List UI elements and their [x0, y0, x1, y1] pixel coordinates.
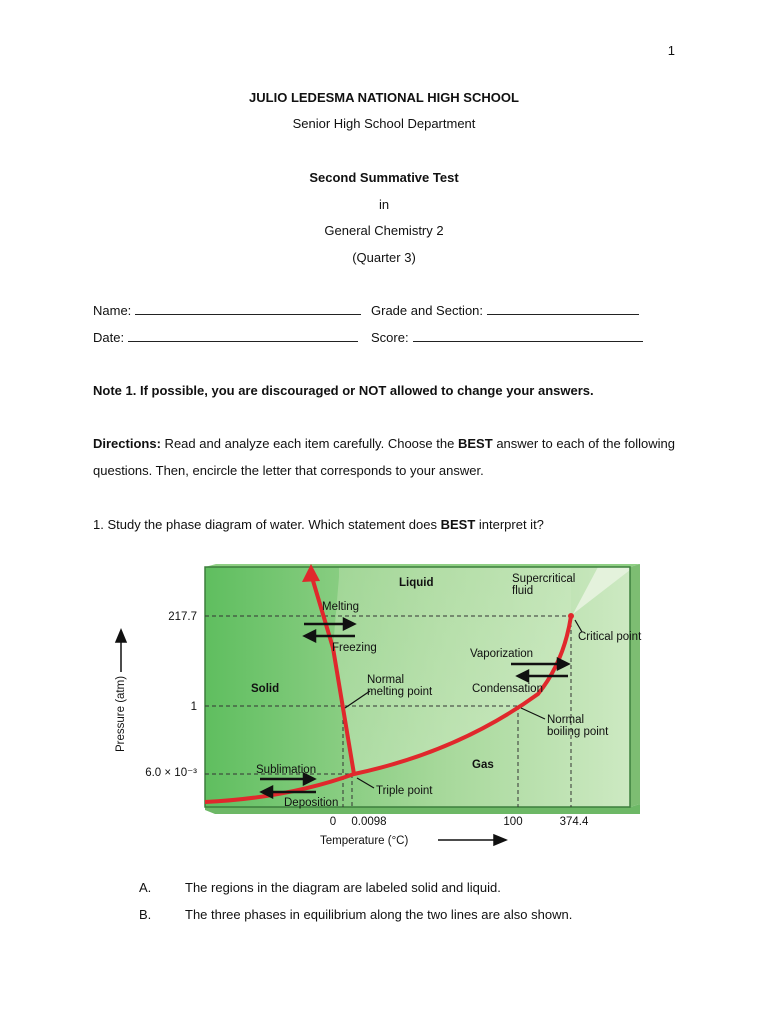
x-tick-2: 100 [503, 816, 523, 828]
label-supercritical-2: fluid [512, 585, 534, 597]
label-sublimation: Sublimation [256, 764, 317, 776]
score-row [371, 330, 643, 345]
page-number: 1 [667, 43, 675, 58]
label-condensation: Condensation [472, 683, 543, 695]
label-liquid: Liquid [399, 577, 434, 589]
note: Note 1. If possible, you are discouraged or NOT allowed to change your answers. [93, 383, 594, 398]
question-1 [93, 517, 544, 532]
name-row [93, 303, 361, 318]
name-blank[interactable] [135, 303, 361, 315]
name-label: Name: [93, 303, 132, 318]
y-axis-arrowhead [116, 630, 126, 642]
y-tick-2: 6.0 × 10⁻³ [145, 767, 197, 779]
x-tick-1: 0.0098 [351, 816, 387, 828]
directions [93, 430, 675, 484]
label-freezing: Freezing [332, 642, 377, 654]
choice-a-text: The regions in the diagram are labeled solid and liquid. [185, 880, 501, 895]
label-deposition: Deposition [284, 797, 339, 809]
label-critical-point: Critical point [578, 631, 642, 643]
phase-diagram [108, 552, 668, 852]
label-triple-point: Triple point [376, 785, 433, 797]
department: Senior High School Department [292, 116, 476, 131]
choice-b-letter[interactable]: B. [139, 907, 152, 922]
label-normal-mp-1: Normal [367, 674, 405, 686]
directions-best: BEST [458, 436, 493, 451]
in-word: in [378, 197, 390, 212]
score-blank[interactable] [413, 330, 643, 342]
question-1-text: 1. Study the phase diagram of water. Which statement does [93, 517, 441, 532]
subject: General Chemistry 2 [324, 223, 444, 238]
label-melting: Melting [322, 601, 360, 613]
label-gas: Gas [472, 759, 494, 771]
y-tick-1: 1 [190, 701, 197, 713]
directions-text-2: answer to each of the following questions. Then, encircle the letter that corresponds to your answer. [93, 436, 675, 478]
x-axis-arrowhead [494, 835, 506, 845]
label-solid: Solid [251, 683, 280, 695]
grade-label: Grade and Section: [371, 303, 484, 318]
label-normal-mp-2: melting point [367, 686, 433, 698]
x-axis-label: Temperature (°C) [320, 835, 409, 847]
x-tick-0: 0 [329, 816, 337, 828]
label-normal-bp-2: boiling point [547, 726, 609, 738]
question-1-end: interpret it? [475, 517, 544, 532]
directions-label: Directions: [93, 436, 161, 451]
y-axis-label: Pressure (atm) [115, 675, 127, 752]
date-blank[interactable] [128, 330, 358, 342]
label-normal-bp-1: Normal [547, 714, 585, 726]
choice-b-text: The three phases in equilibrium along the two lines are also shown. [185, 907, 573, 922]
question-1-best: BEST [440, 517, 476, 532]
choice-a-letter[interactable]: A. [139, 880, 152, 895]
grade-blank[interactable] [487, 303, 639, 315]
grade-row [371, 303, 639, 318]
label-supercritical-1: Supercritical [512, 573, 576, 585]
quarter: (Quarter 3) [352, 250, 416, 265]
test-title: Second Summative Test [309, 170, 459, 185]
box-right-face [630, 564, 640, 807]
directions-text-1: Read and analyze each item carefully. Choose the [160, 436, 458, 451]
y-tick-0: 217.7 [168, 611, 197, 623]
label-vaporization: Vaporization [470, 648, 534, 660]
school-name: JULIO LEDESMA NATIONAL HIGH SCHOOL [249, 90, 519, 105]
date-row [93, 330, 358, 345]
critical-point-marker [568, 613, 574, 619]
x-tick-3: 374.4 [559, 816, 589, 828]
score-label: Score: [371, 330, 409, 345]
date-label: Date: [93, 330, 125, 345]
